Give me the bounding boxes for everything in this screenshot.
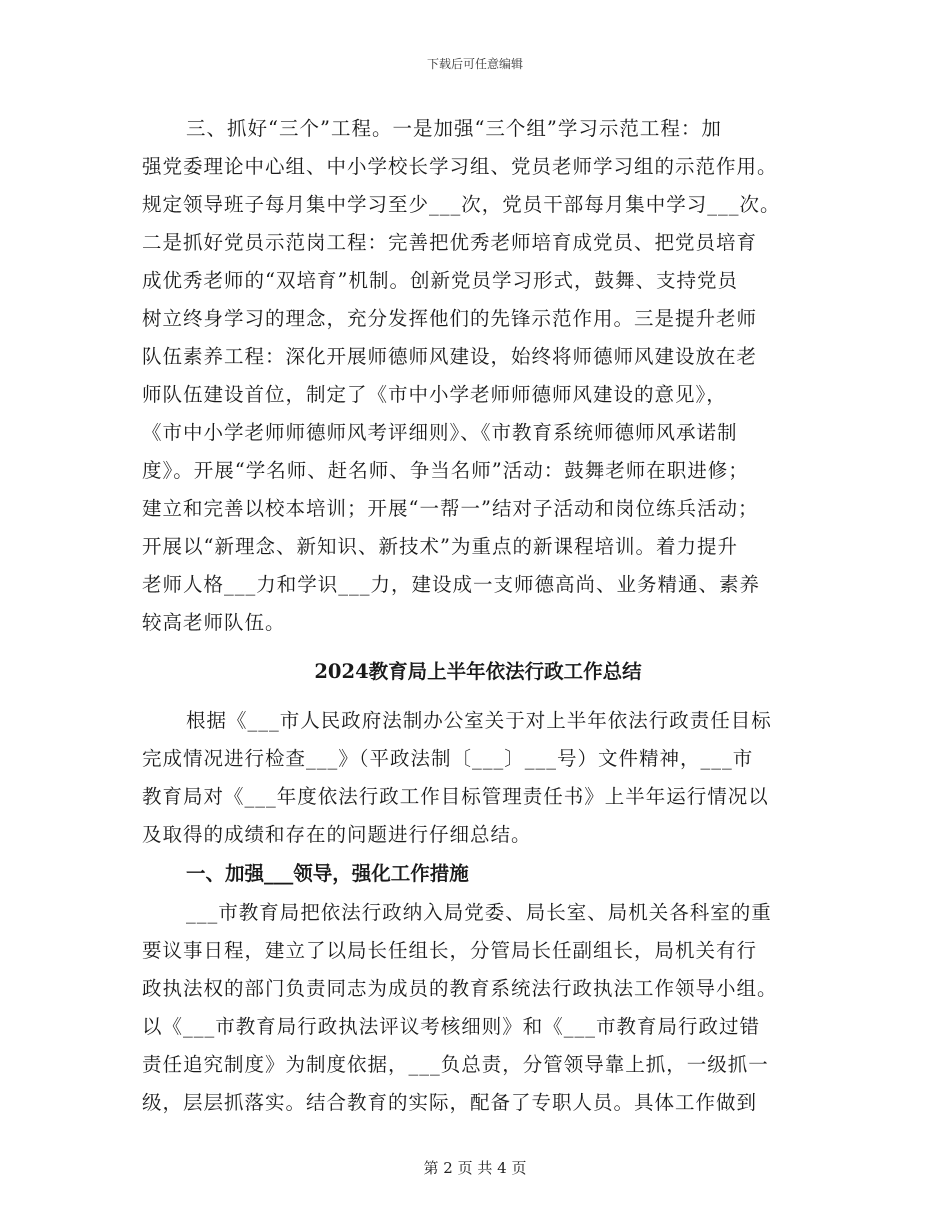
text-line: 完成情况进行检查___》（平政法制〔___〕___号）文件精神，___市 [142, 747, 754, 770]
text-line: 老师人格___力和学识___力，建设成一支师德高尚、业务精通、素养 [142, 573, 761, 596]
text-line: 强党委理论中心组、中小学校长学习组、党员老师学习组的示范作用。 [142, 155, 778, 178]
text-line: 成优秀老师的“双培育”机制。创新党员学习形式，鼓舞、支持党员 [142, 269, 738, 292]
text-line: 级，层层抓落实。结合教育的实际，配备了专职人员。具体工作做到 [142, 1091, 758, 1114]
text-line: 以《___市教育局行政执法评议考核细则》和《___市教育局行政过错 [142, 1015, 761, 1038]
text-line: 要议事日程，建立了以局长任组长，分管局长任副组长，局机关有行 [142, 939, 758, 962]
paragraph-intro [142, 702, 814, 854]
text-line: ___市教育局把依法行政纳入局党委、局长室、局机关各科室的重 [186, 901, 772, 924]
document-body [142, 110, 814, 1122]
text-line: 二是抓好党员示范岗工程：完善把优秀老师培育成党员、把党员培育 [142, 231, 758, 254]
text-line: 及取得的成绩和存在的问题进行仔细总结。 [142, 823, 532, 846]
text-line: 政执法权的部门负责同志为成员的教育系统法行政执法工作领导小组。 [142, 977, 778, 1000]
section-heading: 一、加强___领导，强化工作措施 [186, 862, 469, 885]
paragraph-leadership [142, 894, 814, 1122]
page-header: 下载后可任意编辑 [426, 57, 523, 71]
document-title: 2024教育局上半年依法行政工作总结 [314, 660, 642, 683]
text-line: 开展以“新理念、新知识、新技术”为重点的新课程培训。着力提升 [142, 535, 738, 558]
text-line: 教育局对《___年度依法行政工作目标管理责任书》上半年运行情况以 [142, 785, 769, 808]
page-number: 第 2 页 共 4 页 [423, 1159, 527, 1177]
text-line: 树立终身学习的理念，充分发挥他们的先锋示范作用。三是提升老师 [142, 307, 758, 330]
text-line: 三、抓好“三个”工程。一是加强“三个组”学习示范工程：加 [186, 117, 722, 140]
text-line: 队伍素养工程：深化开展师德师风建设，始终将师德师风建设放在老 [142, 345, 758, 368]
text-line: 根据《___市人民政府法制办公室关于对上半年依法行政责任目标 [186, 709, 772, 732]
text-line: 度》。开展“学名师、赶名师、争当名师”活动：鼓舞老师在职进修； [142, 459, 749, 482]
paragraph-three-projects [142, 110, 814, 642]
text-line: 建立和完善以校本培训；开展“一帮一”结对子活动和岗位练兵活动； [142, 497, 759, 520]
text-line: 责任追究制度》为制度依据，___负总责，分管领导靠上抓，一级抓一 [142, 1053, 769, 1076]
text-line: 规定领导班子每月集中学习至少___次，党员干部每月集中学习___次。 [142, 193, 781, 216]
text-line: 较高老师队伍。 [142, 611, 286, 634]
text-line: 《市中小学老师师德师风考评细则》、《市教育系统师德师风承诺制 [142, 421, 738, 444]
text-line: 师队伍建设首位，制定了《市中小学老师师德师风建设的意见》， [142, 383, 727, 406]
